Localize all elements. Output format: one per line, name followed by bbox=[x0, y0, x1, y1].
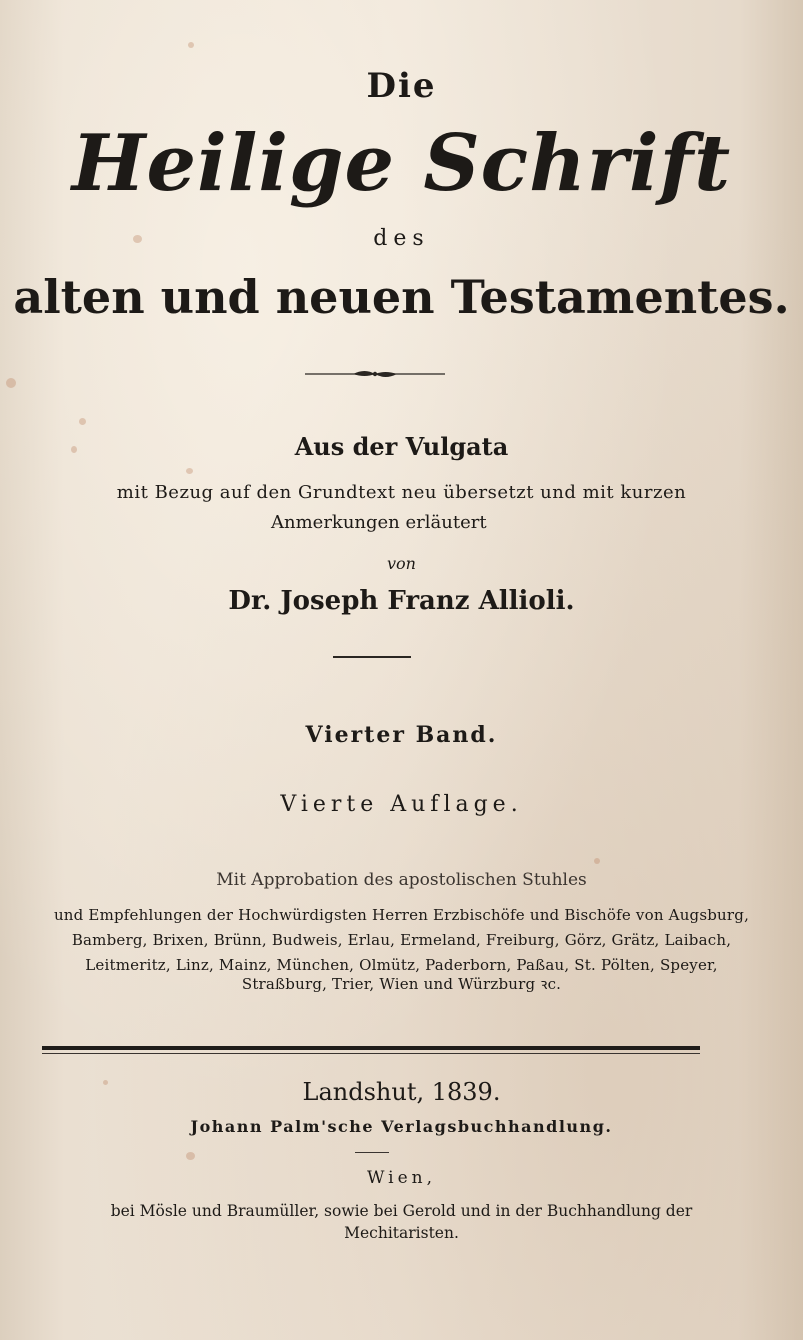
imprint-sellers-1: bei Mösle und Braumüller, sowie bei Gerold und in der Buchhandlung der bbox=[110, 1202, 693, 1220]
title-line-die: Die bbox=[366, 66, 437, 106]
imprint-publisher: Johann Palm'sche Verlagsbuchhandlung. bbox=[190, 1117, 613, 1136]
foxing-spot bbox=[594, 858, 600, 864]
imprint-place-year: Landshut, 1839. bbox=[302, 1078, 501, 1106]
foxing-spot bbox=[6, 378, 16, 388]
approbation-line-1: und Empfehlungen der Hochwürdigsten Herren Erzbischöfe und Bischöfe von Augsburg, bbox=[53, 906, 750, 924]
title-line-des: des bbox=[373, 226, 430, 251]
divider-small bbox=[355, 1152, 389, 1153]
approbation-line-3: Leitmeritz, Linz, Mainz, München, Olmütz, Paderborn, Paßau, St. Pölten, Speyer, bbox=[85, 956, 718, 974]
foxing-spot bbox=[79, 418, 86, 425]
author-name: Dr. Joseph Franz Allioli. bbox=[228, 586, 575, 616]
by-word: von bbox=[387, 554, 416, 573]
title-main: Heilige Schrift bbox=[71, 118, 732, 209]
imprint-city: Wien, bbox=[366, 1168, 437, 1188]
foxing-spot bbox=[186, 468, 193, 474]
ornamental-rule-icon bbox=[303, 366, 447, 382]
volume-number: Vierter Band. bbox=[305, 722, 498, 748]
foxing-spot bbox=[186, 1152, 195, 1160]
foxing-spot bbox=[188, 42, 194, 48]
divider-thick bbox=[42, 1046, 700, 1050]
subtitle-line-1: mit Bezug auf den Grundtext neu übersetzt und mit kurzen bbox=[116, 482, 687, 503]
title-subline: alten und neuen Testamentes. bbox=[13, 270, 790, 324]
divider-thin bbox=[42, 1053, 700, 1054]
approbation-line-4: Straßburg, Trier, Wien und Würzburg ꝛc. bbox=[241, 975, 562, 993]
edition-number: Vierte Auflage. bbox=[280, 792, 523, 817]
subtitle-heading: Aus der Vulgata bbox=[294, 432, 509, 461]
divider-short bbox=[333, 656, 411, 658]
imprint-sellers-2: Mechitaristen. bbox=[344, 1224, 459, 1242]
approbation-line-2: Bamberg, Brixen, Brünn, Budweis, Erlau, Ermeland, Freiburg, Görz, Grätz, Laibach, bbox=[71, 931, 732, 949]
subtitle-line-2: Anmerkungen erläutert bbox=[271, 512, 487, 533]
approbation-heading: Mit Approbation des apostolischen Stuhles bbox=[216, 870, 587, 890]
